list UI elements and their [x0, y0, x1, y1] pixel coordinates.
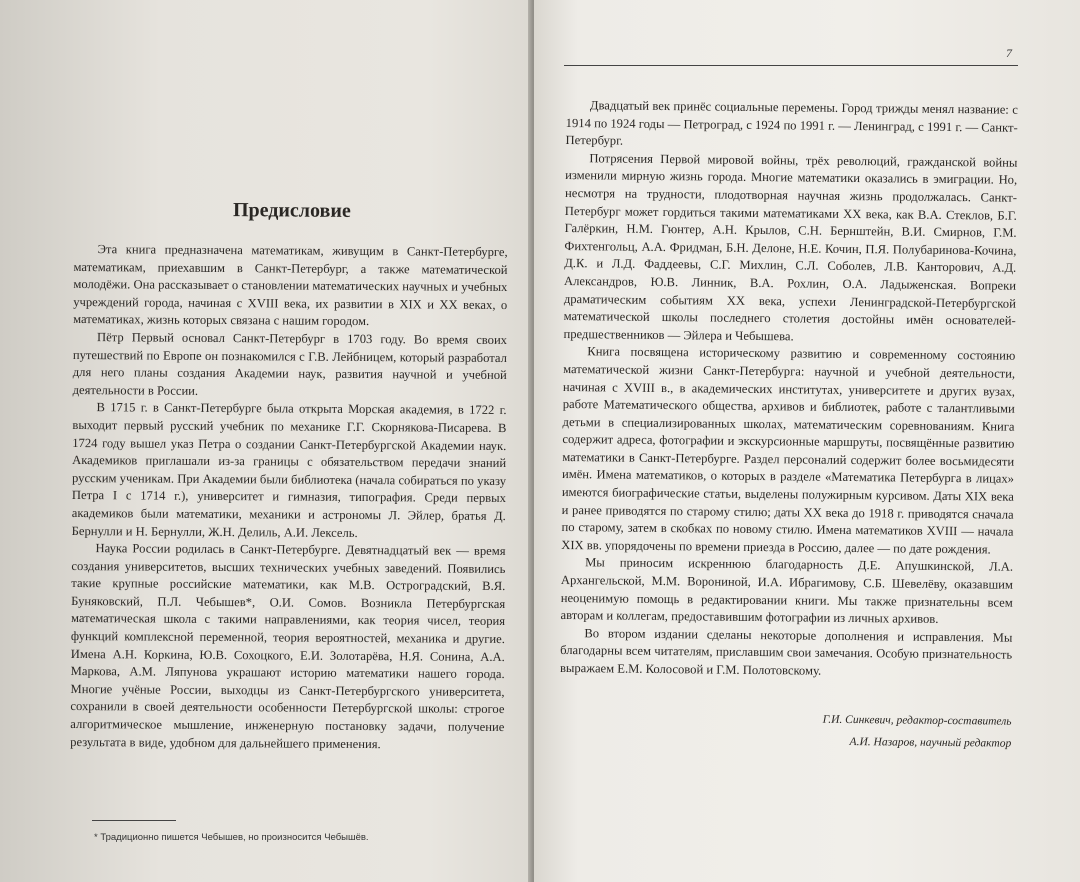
right-paragraph-5: Во втором издании сделаны некоторые дополнения и исправления. Мы благодарны всем читателям, приславшим свои замечания. Особую признательность выражаем Е.М. Колосовой и Г.М. Полотовскому.	[559, 626, 1013, 678]
page-heading: Предисловие	[232, 199, 351, 222]
right-paragraph-4: Мы приносим искреннюю благодарность Д.Е. Апушкинской, Л.А. Архангельской, М.М. Ворониной, И.А. Ибрагимову, С.Б. Шевелёву, оказавшим неоценимую помощь в редактировании книги. Мы также признательны всем авторам и коллегам, предоставившим фотографии из личных архивов.	[560, 555, 1014, 627]
page-number: 7	[1006, 46, 1012, 60]
right-text-column	[559, 97, 1018, 754]
right-paragraph-3: Книга посвящена историческому развитию и современному состоянию математической жизни Санкт-Петербурга: научной и учебной деятельности, начиная с XVIII в., в академических институтах, университете и других вузах, работе Математического общества, архивов и библиотек, работе с талантливыми детьми в специализированных школах, математическим соревнованиям. Книга содержит адреса, фотографии и экскурсионные маршруты, посвящённые развитию математики в Санкт-Петербурге. Раздел персоналий содержит более восьмидесяти имён. Имена математиков, о которых в разделе «Математика Петербурга в лицах» имеются биографические статьи, выделены полужирным курсивом. Даты XIX века и ранее приводятся по старому стилю; даты XX века до 1918 г. приводятся сначала по старому, затем в скобках по новому стилю. Имена математиков XVIII — начала XIX вв. упорядочены по времени приезда в Россию, далее — по дате рождения.	[561, 344, 1016, 557]
right-paragraph-1: Двадцатый век принёс социальные перемены. Город трижды менял название: с 1914 по 1924 годы — Петроград, с 1924 по 1991 г. — Ленинград, с 1991 г. — Санкт-Петербург.	[565, 98, 1018, 148]
left-paragraph-1: Эта книга предназначена математикам, живущим в Санкт-Петербурге, математикам, приехавшим в Санкт-Петербург, а также математической молодёжи. Она рассказывает о становлении математических научных и учебных учреждений города, начиная с XVIII века, их развитии в XIX и XX веках, о математиках, жизнь которых связана с нашим городом.	[73, 242, 508, 329]
right-page	[534, 0, 1080, 882]
left-page	[0, 0, 534, 882]
left-text-column	[70, 198, 508, 754]
left-paragraph-3: В 1715 г. в Санкт-Петербурге была открыта Морская академия, в 1722 г. выходит первый русский учебник по механике Г.Г. Скорнякова-Писарева. В 1724 году вышел указ Петра о создании Санкт-Петербургской Академии наук. Академиков приглашали из-за границы с обязательством передачи знаний русским ученикам. При Академии были библиотека (начала собираться по указу Петра I с 1714 г.), университет и гимназия, типография. Среди первых академиков были математики, механики и астрономы Л. Эйлер, братья Д. Бернулли и Н. Бернулли, Ж.Н. Делиль, А.И. Лексель.	[71, 400, 507, 540]
signature-editor: Г.И. Синкевич, редактор-составитель	[822, 713, 1012, 728]
signature-science-editor: А.И. Назаров, научный редактор	[849, 735, 1012, 750]
footnote-rule	[92, 820, 176, 821]
left-paragraph-4: Наука России родилась в Санкт-Петербурге. Девятнадцатый век — время создания университетов, высших технических учебных заведений. Появились такие крупные российские математики, как М.В. Остроградский, В.Я. Буняковский, П.Л. Чебышев*, О.И. Сомов. Возникла Петербургская математическая школа с такими направлениями, как теория чисел, теория функций комплексной переменной, теория вероятностей, механика и другие. Имена А.Н. Коркина, Ю.В. Сохоцкого, Е.И. Золотарёва, Н.Я. Сонина, А.А. Маркова, А.М. Ляпунова украшают историю математики нашего города. Многие учёные России, выходцы из Санкт-Петербургского университета, сохранили в своей деятельности особенности Петербургской школы: строгое алгоритмическое мышление, инженерную постановку задачи, получение результата в виде, удобном для дальнейшего применения.	[70, 541, 506, 751]
right-paragraph-2: Потрясения Первой мировой войны, трёх революций, гражданской войны изменили мирную жизнь города. Многие математики оказались в эмиграции. Но, несмотря на трудности, плодотворная научная жизнь продолжалась. Санкт-Петербург может гордиться такими математиками XX века, как В.А. Стеклов, Б.Г. Галёркин, Н.М. Гюнтер, А.Н. Крылов, С.Н. Бернштейн, В.И. Смирнов, Г.М. Фихтенгольц, А.А. Фридман, Б.Н. Делоне, Н.Е. Кочин, П.Я. Полубаринова-Кочина, Д.К. и Л.Д. Фаддеевы, С.Г. Михлин, С.Л. Соболев, Л.В. Канторович, А.Д. Александров, Ю.В. Линник, В.А. Рохлин, О.А. Ладыженская. Вопреки драматическим событиям XX века, успехи Ленинградской-Петербургской математической школы последнего столетия достойны имён основателей-предшественников — Эйлера и Чебышева.	[563, 151, 1018, 344]
footnote: * Традиционно пишется Чебышев, но произносится Чебышёв.	[94, 832, 369, 843]
header-rule	[564, 65, 1018, 66]
left-paragraph-2: Пётр Первый основал Санкт-Петербург в 1703 году. Во время своих путешествий по Европе он познакомился с Г.В. Лейбницем, который разработал для него планы создания Академии наук, развития научной и учебной деятельности в России.	[72, 330, 508, 398]
